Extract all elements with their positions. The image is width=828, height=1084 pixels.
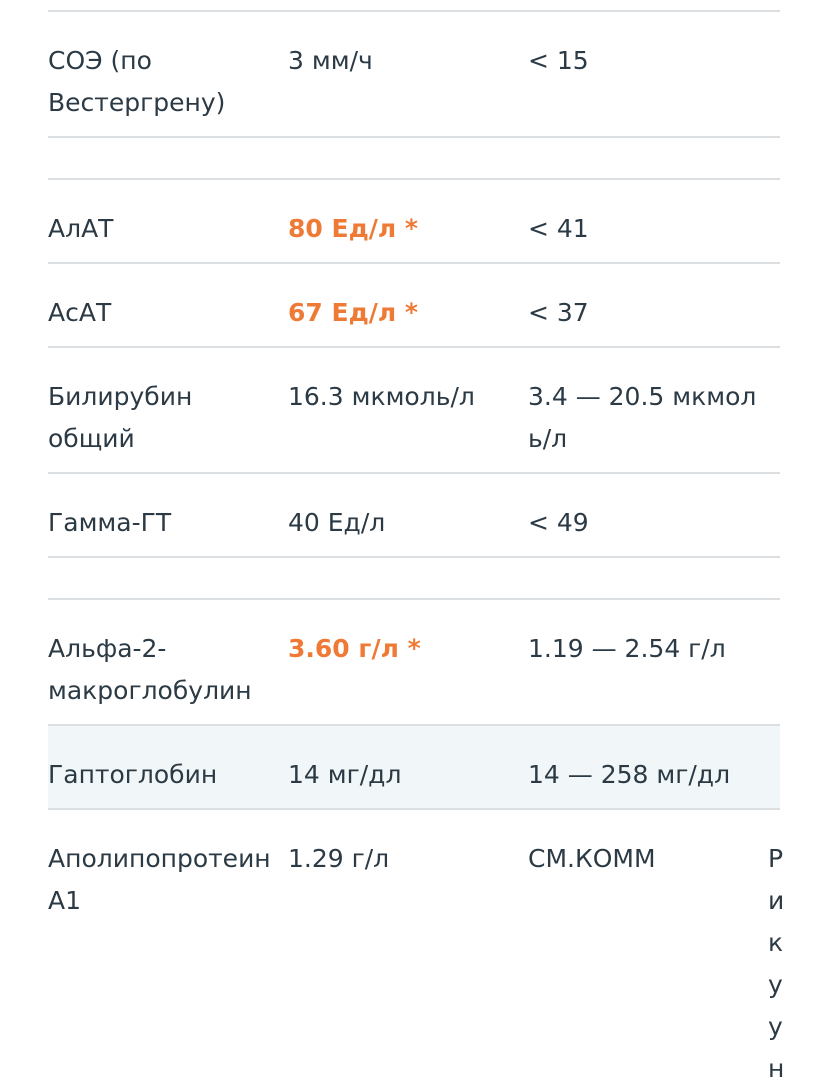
table-row: [48, 600, 780, 726]
table-row: [48, 810, 785, 1084]
comment-text: Рикуун: [768, 844, 785, 1083]
test-name: АсАТ: [48, 298, 112, 327]
table-row: [48, 12, 780, 138]
test-name: Аполипопротеин А1: [48, 844, 271, 915]
reference-range: 1.19 — 2.54 г/л: [528, 634, 726, 663]
test-name: Гамма-ГТ: [48, 508, 172, 537]
reference-range: 14 — 258 мг/дл: [528, 760, 731, 789]
test-name: АлАТ: [48, 214, 114, 243]
section-spacer: [48, 558, 780, 600]
test-value: 1.29 г/л: [288, 844, 390, 873]
test-value-abnormal: 3.60 г/л *: [288, 634, 421, 663]
section-spacer: [48, 138, 780, 180]
table-row: [48, 348, 780, 474]
test-value-abnormal: 67 Ед/л *: [288, 298, 418, 327]
test-name: Гаптоглобин: [48, 760, 218, 789]
lab-results-table: [48, 10, 785, 1084]
reference-range: СМ.КОММ: [528, 844, 656, 873]
test-name: СОЭ (по Вестергрену): [48, 46, 226, 117]
test-value: 40 Ед/л: [288, 508, 386, 537]
reference-range: 3.4 — 20.5 мкмоль/л: [528, 382, 757, 453]
test-value: 3 мм/ч: [288, 46, 373, 75]
test-name: Билирубин общий: [48, 382, 193, 453]
reference-range: < 15: [528, 46, 589, 75]
table-row-highlighted: [48, 726, 780, 810]
table-row: [48, 264, 780, 348]
table-row: [48, 474, 780, 558]
table-row: [48, 180, 780, 264]
test-value: 16.3 мкмоль/л: [288, 382, 475, 411]
reference-range: < 49: [528, 508, 589, 537]
test-value: 14 мг/дл: [288, 760, 402, 789]
reference-range: < 37: [528, 298, 589, 327]
test-name: Альфа-2-макроглобулин: [48, 634, 252, 705]
reference-range: < 41: [528, 214, 589, 243]
test-value-abnormal: 80 Ед/л *: [288, 214, 418, 243]
